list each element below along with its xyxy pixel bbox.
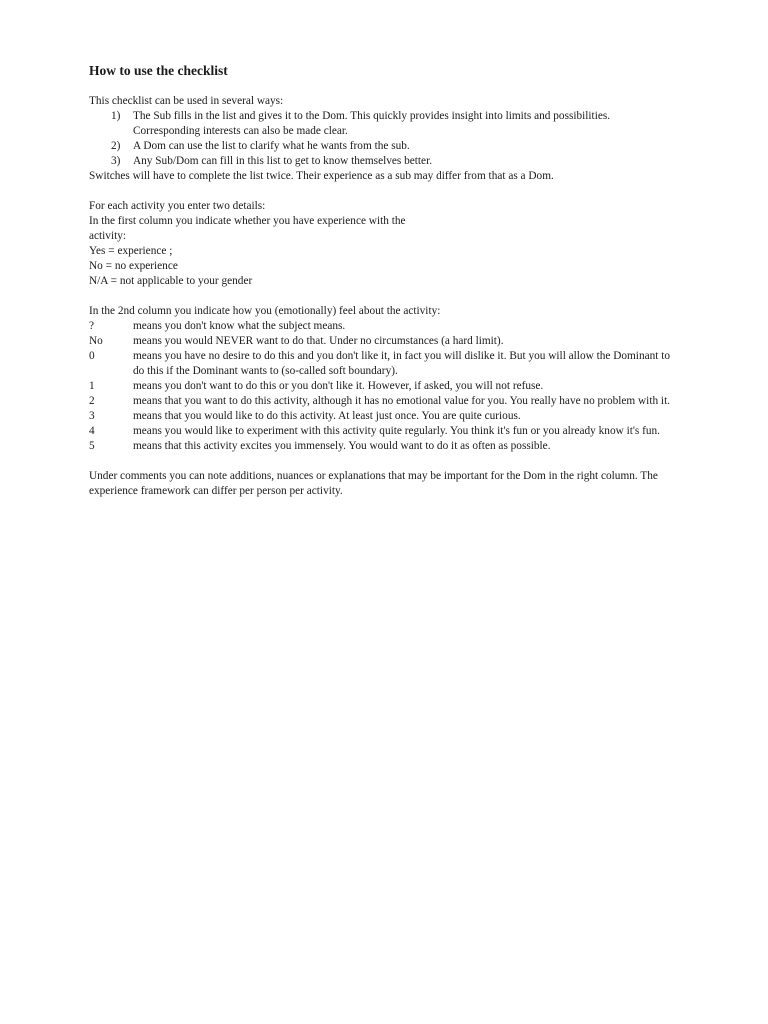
list-item <box>89 154 679 169</box>
scale-row <box>89 319 679 334</box>
no-definition: No = no experience <box>89 260 178 272</box>
scale-description: means that you want to do this activity, although it has no emotional value for you. You really have no problem with it. <box>133 395 671 407</box>
intro-text: This checklist can be used in several ways: <box>89 95 284 107</box>
scale-key: No <box>89 335 103 347</box>
scale-key: ? <box>89 320 95 332</box>
scale-row <box>89 394 679 409</box>
scale-description: means you would like to experiment with this activity quite regularly. You think it's fun or you already know it's fun. <box>133 425 660 437</box>
scale-key: 3 <box>89 410 95 422</box>
list-item-number: 1) <box>111 110 121 122</box>
scale-row <box>89 379 679 394</box>
second-column-lead: In the 2nd column you indicate how you (emotionally) feel about the activity: <box>89 305 441 317</box>
list-item-number: 3) <box>111 155 121 167</box>
list-item <box>89 139 679 154</box>
scale-key: 1 <box>89 380 95 392</box>
comments-note: Under comments you can note additions, nuances or explanations that may be important for the Dom in the right column. The experience framework can differ per person per activity. <box>89 470 658 497</box>
scale-row <box>89 439 679 454</box>
list-item <box>89 109 679 139</box>
scale-description: means you don't want to do this or you don't like it. However, if asked, you will not refuse. <box>133 380 544 392</box>
scale-row <box>89 349 679 379</box>
first-column-text: In the first column you indicate whether you have experience with the <box>89 215 406 227</box>
page-title: How to use the checklist <box>89 63 228 78</box>
scale-row <box>89 334 679 349</box>
details-lead: For each activity you enter two details: <box>89 200 266 212</box>
scale-description: means that this activity excites you immensely. You would want to do it as often as possible. <box>133 440 551 452</box>
ways-list <box>89 109 679 169</box>
list-item-text: Any Sub/Dom can fill in this list to get to know themselves better. <box>133 155 433 167</box>
scale-list <box>89 319 679 454</box>
list-item-text: A Dom can use the list to clarify what he wants from the sub. <box>133 140 410 152</box>
first-column-text-cont: activity: <box>89 230 127 242</box>
yes-definition: Yes = experience ; <box>89 245 173 257</box>
scale-row <box>89 424 679 439</box>
scale-key: 4 <box>89 425 95 437</box>
scale-key: 5 <box>89 440 95 452</box>
document-page <box>89 62 679 499</box>
scale-description: means you would NEVER want to do that. Under no circumstances (a hard limit). <box>133 335 504 347</box>
scale-key: 2 <box>89 395 95 407</box>
na-definition: N/A = not applicable to your gender <box>89 275 253 287</box>
scale-description: means you don't know what the subject means. <box>133 320 346 332</box>
switches-note: Switches will have to complete the list twice. Their experience as a sub may differ from that as a Dom. <box>89 170 554 182</box>
scale-description: means you have no desire to do this and you don't like it, in fact you will dislike it. But you will allow the Dominant to do this if the Dominant wants to (so-called soft boundary). <box>133 350 670 377</box>
list-item-text: The Sub fills in the list and gives it to the Dom. This quickly provides insight into limits and possibilities. Corresponding interests can also be made clear. <box>133 110 611 137</box>
list-item-number: 2) <box>111 140 121 152</box>
scale-key: 0 <box>89 350 95 362</box>
scale-description: means that you would like to do this activity. At least just once. You are quite curious. <box>133 410 521 422</box>
scale-row <box>89 409 679 424</box>
